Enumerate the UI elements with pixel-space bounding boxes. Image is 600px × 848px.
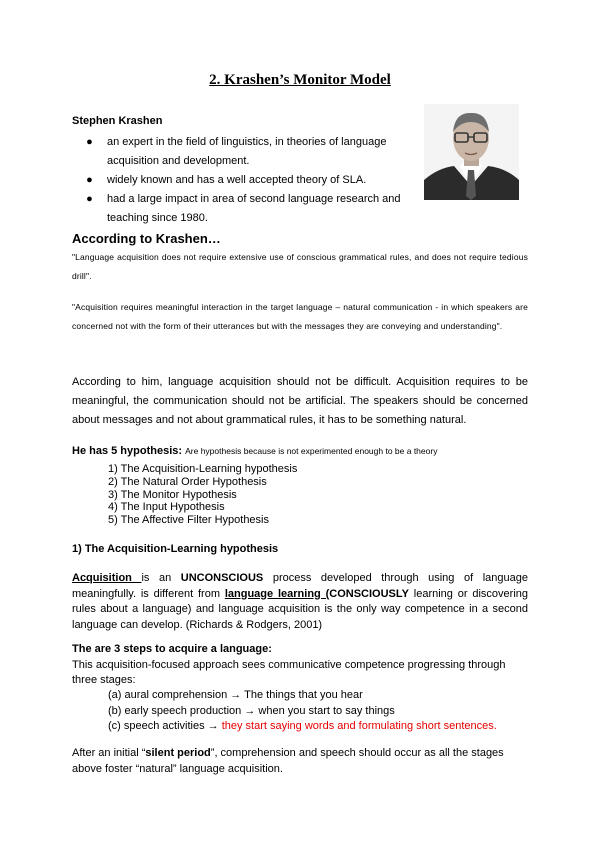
learning-term: language learning ( bbox=[224, 587, 330, 600]
list-item: 3) The Monitor Hypothesis bbox=[108, 488, 237, 501]
bullet-icon: ● bbox=[86, 193, 93, 205]
portrait-photo-icon bbox=[424, 104, 519, 200]
list-item: 2) The Natural Order Hypothesis bbox=[108, 475, 267, 488]
acquisition-paragraph bbox=[72, 571, 528, 633]
quote-2: "Acquisition requires meaningful interaction in the target language – natural communication - in which speakers are concerned not with the form of their utterances but with the messages they are conveying and understanding". bbox=[72, 302, 528, 331]
text-run: is an bbox=[141, 572, 181, 584]
bullet-text: widely known and has a well accepted theory of SLA. bbox=[107, 174, 367, 186]
text-run: learning or discovering rules about a language) and language acquisition is the only way competence in a second language can develop. (Richards & Rodgers, 2001) bbox=[72, 587, 529, 631]
step-c-highlight: they start saying words and formulating short sentences. bbox=[221, 720, 497, 732]
hypothesis-heading bbox=[72, 445, 437, 457]
section-1-title: 1) The Acquisition-Learning hypothesis bbox=[72, 543, 279, 555]
text-run: process developed through using of language meaningfully. is different from bbox=[72, 572, 528, 600]
list-item bbox=[72, 171, 417, 190]
unconscious-term: UNCONSCIOUS bbox=[180, 572, 264, 584]
text-run: After an initial “ bbox=[72, 747, 146, 759]
bullet-icon: ● bbox=[86, 136, 93, 148]
bullet-text: had a large impact in area of second language research and teaching since 1980. bbox=[107, 193, 401, 224]
hypothesis-heading-bold: He has 5 hypothesis: bbox=[72, 445, 183, 457]
text-run: ”, comprehension and speech should occur as all the stages above foster “natural” language acquisition. bbox=[72, 747, 504, 775]
hypothesis-list bbox=[108, 463, 297, 527]
bullet-text: an expert in the field of linguistics, in theories of language acquisition and development. bbox=[107, 136, 387, 167]
author-bullet-list bbox=[72, 133, 417, 228]
final-paragraph bbox=[72, 745, 528, 777]
bullet-icon: ● bbox=[86, 174, 93, 186]
list-item bbox=[108, 719, 497, 735]
according-heading: According to Krashen… bbox=[72, 231, 221, 246]
steps-list bbox=[108, 688, 497, 735]
author-name: Stephen Krashen bbox=[72, 115, 163, 127]
steps-intro: This acquisition-focused approach sees communicative competence progressing through three stages: bbox=[72, 659, 506, 687]
list-item: (b) early speech production → when you start to say things bbox=[108, 704, 395, 717]
list-item bbox=[72, 190, 417, 228]
steps-title: The are 3 steps to acquire a language: bbox=[72, 643, 272, 655]
list-item bbox=[72, 133, 417, 171]
silent-period-term: silent period bbox=[145, 747, 211, 759]
acquisition-term: Acquisition bbox=[72, 572, 142, 584]
list-item: (a) aural comprehension → The things that you hear bbox=[108, 689, 363, 701]
consciously-term: CONSCIOUSLY bbox=[329, 587, 409, 600]
quote-1: "Language acquisition does not require extensive use of conscious grammatical rules, and does not require tedious drill". bbox=[72, 252, 528, 281]
hypothesis-note: Are hypothesis because is not experimented enough to be a theory bbox=[185, 446, 438, 456]
list-item: 1) The Acquisition-Learning hypothesis bbox=[108, 463, 298, 475]
explanation-paragraph: According to him, language acquisition should not be difficult. Acquisition requires to be meaningful, the communication should not be artificial. The speakers should be concerned about messages and not about grammatical rules, it has to be something natural. bbox=[72, 376, 528, 426]
list-item: 5) The Affective Filter Hypothesis bbox=[108, 514, 269, 527]
page-title: 2. Krashen’s Monitor Model bbox=[209, 72, 391, 88]
step-c-prefix: (c) speech activities → bbox=[108, 720, 222, 732]
list-item: 4) The Input Hypothesis bbox=[108, 501, 225, 514]
